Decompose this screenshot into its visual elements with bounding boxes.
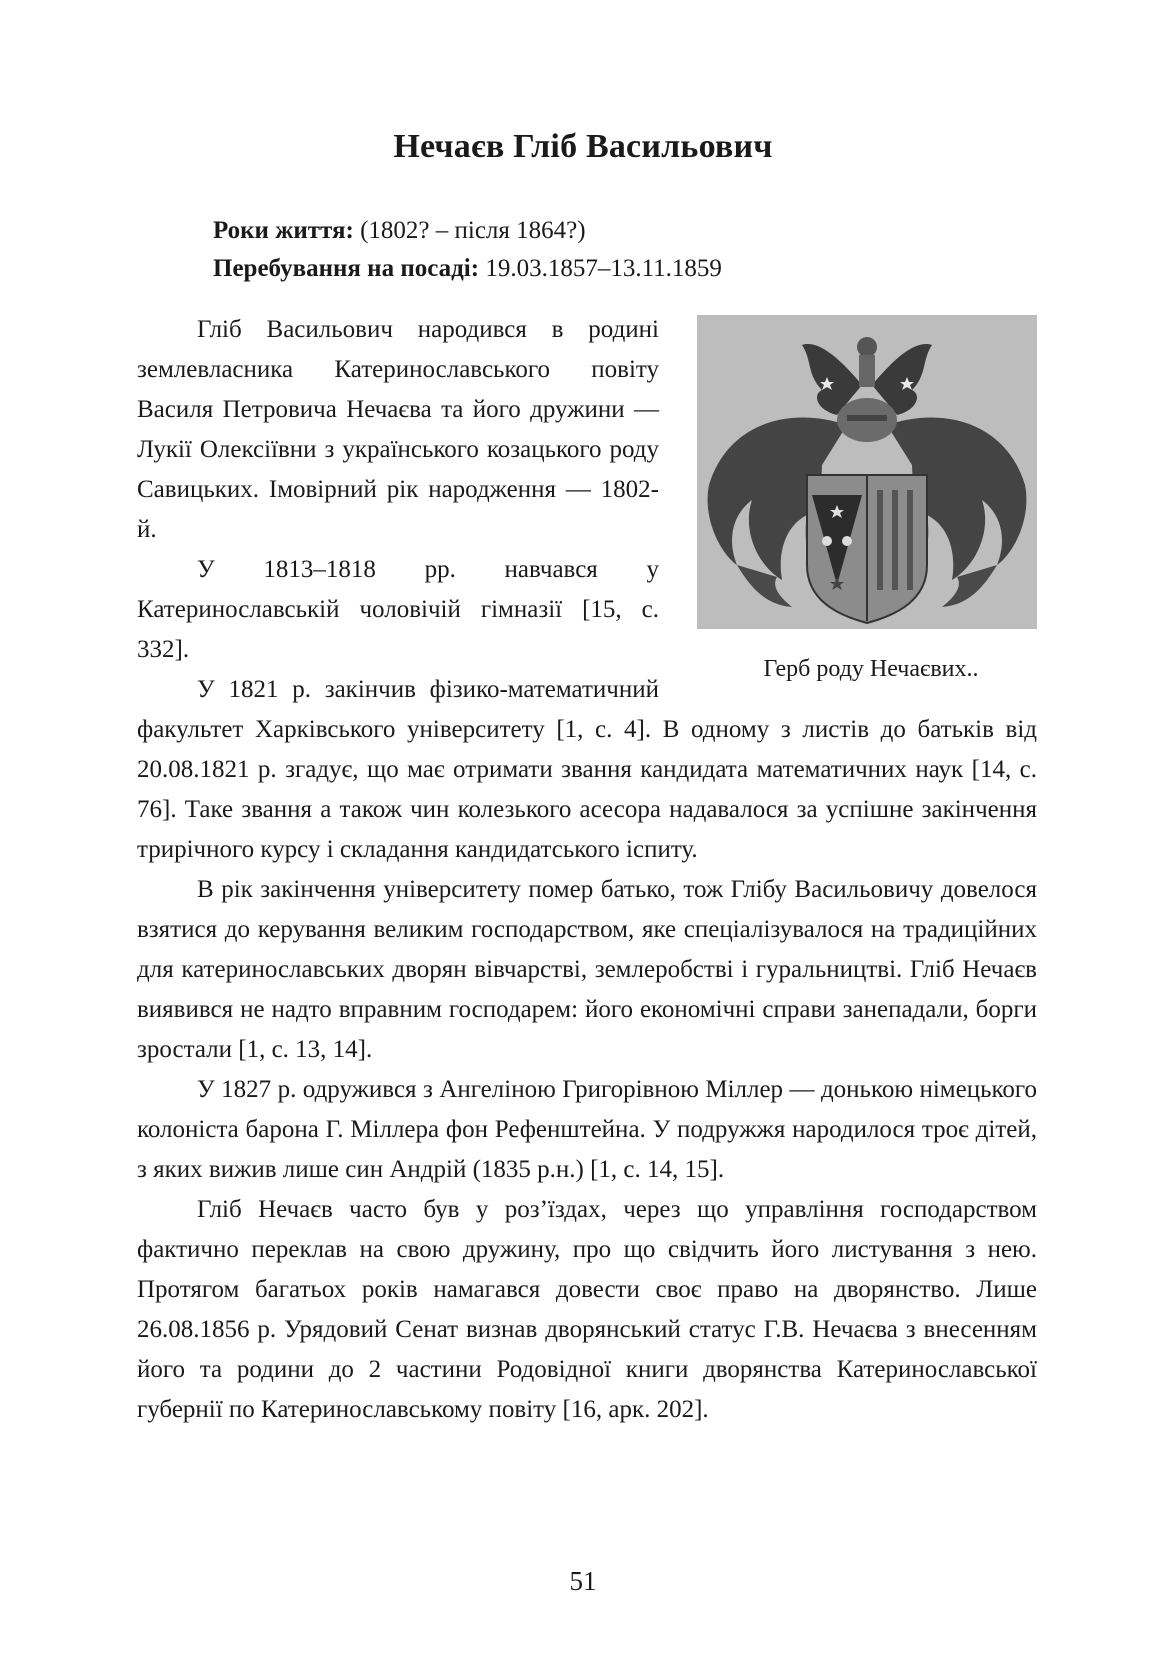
life-years-label: Роки життя:	[213, 217, 354, 244]
tenure-label: Перебування на посаді:	[213, 255, 480, 282]
paragraph: Гліб Нечаєв часто був у роз’їздах, через що управління господарством фактично переклав на свою дружину, про що свідчить його листування з нею. Протягом багатьох років намагався довести своє право на дворянство. Лише 26.08.1856 р. Урядовий Сенат визнав дворянський статус Г.В. Нечаєва з внесенням його та родини до 2 частини Родовідної книги дворянства Катеринославської губернії по Катеринославському повіту [16, арк. 202].	[137, 1196, 1037, 1423]
tenure-value: 19.03.1857–13.11.1859	[479, 255, 722, 282]
figure	[687, 315, 1037, 685]
life-years-line	[213, 212, 722, 250]
page-title: Нечаєв Гліб Васильович	[393, 128, 773, 165]
coat-of-arms-image	[697, 315, 1037, 629]
paragraph: В рік закінчення університету помер батько, тож Глібу Васильовичу довелося взятися до керування великим господарством, яке спеціалізувалося на традиційних для катеринославських дворян вівчарстві, землеробстві і гуральництві. Гліб Нечаєв виявився не надто вправним господарем: його економічні справи занепадали, борги зростали [1, с. 13, 14].	[137, 876, 1037, 1063]
paragraph: У 1821 р. закінчив фізико-математичний факультет Харківського університету [1, с. 4]. В одному з листів до батьків від 20.08.1821 р. згадує, що має отримати звання кандидата математичних наук [14, с. 76]. Таке звання а також чин колезького асесора надавалося за успішне закінчення трирічного курсу і складання кандидатського іспиту.	[137, 676, 1037, 863]
body-text	[137, 310, 1037, 1430]
tenure-line	[213, 250, 722, 288]
paragraph: У 1827 р. одружився з Ангеліною Григорівною Міллер — донькою німецького колоніста барона Г. Міллера фон Рефенштейна. У подружжя народилося троє дітей, з яких вижив лише син Андрій (1835 р.н.) [1, с. 14, 15].	[137, 1076, 1037, 1183]
coat-of-arms-drawing	[697, 315, 1037, 629]
life-years-value: (1802? – після 1864?)	[353, 217, 586, 244]
paragraph: У 1813–1818 рр. навчався у Катеринославській чоловічій гімназії [15, с. 332].	[137, 556, 659, 663]
figure-caption: Герб роду Нечаєвих..	[763, 656, 979, 682]
paragraph: Гліб Васильович народився в родині землевласника Катеринославського повіту Василя Петровича Нечаєва та його дружини — Лукії Олексіївни з українського козацького роду Савицьких. Імовірний рік народження — 1802- й.	[137, 316, 659, 543]
biography-meta	[213, 212, 722, 288]
page-number: 51	[569, 1566, 597, 1596]
